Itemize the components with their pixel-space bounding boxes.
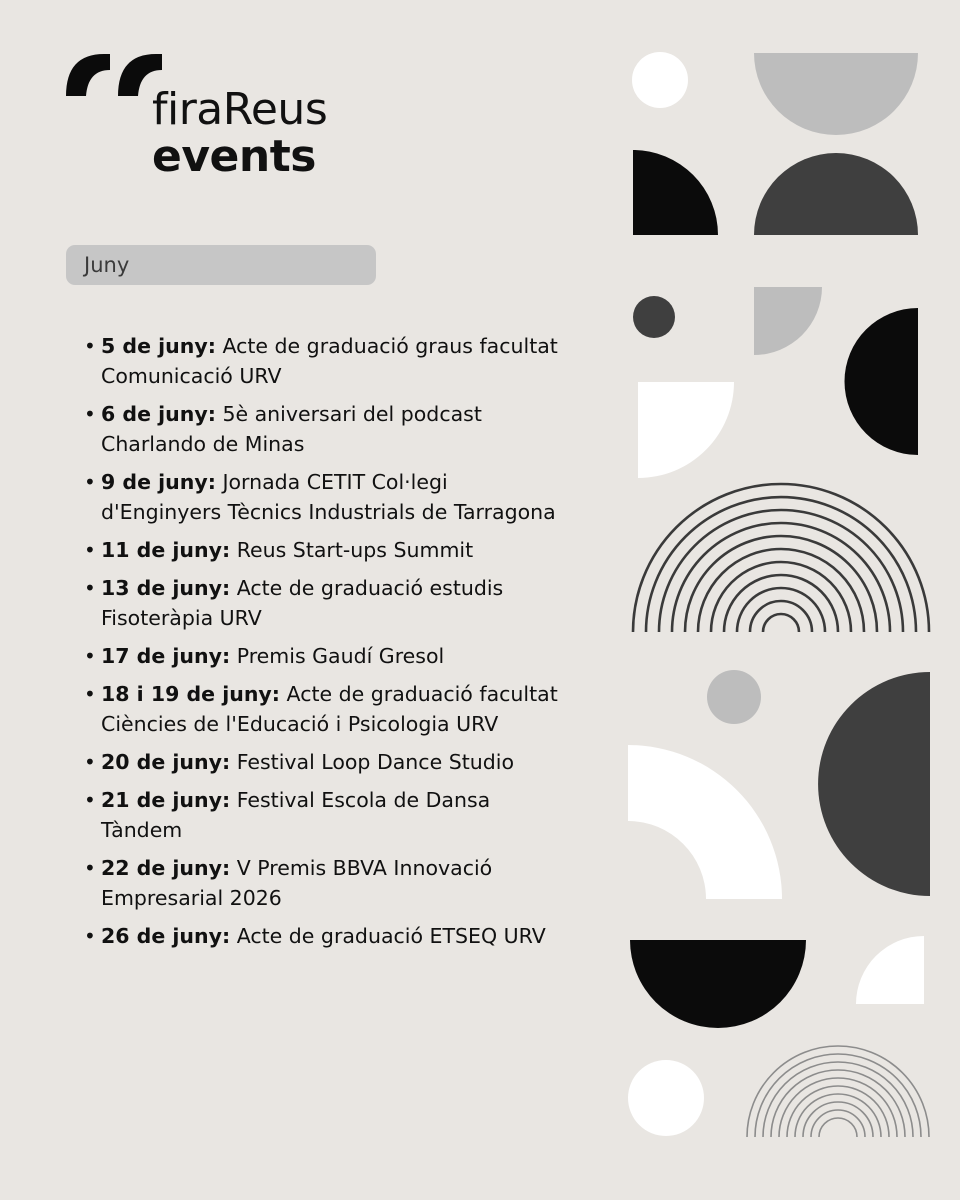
event-date: 13 de juny: [101, 576, 231, 600]
event-description: Jornada CETIT Col·legi d'Enginyers Tècnics Industrials de Tarragona [101, 470, 556, 524]
event-description: Reus Start-ups Summit [236, 538, 474, 562]
month-label: Juny [66, 245, 376, 285]
bullet-icon: • [84, 750, 96, 774]
event-description: Acte de graduació graus facultat Comunicació URV [101, 334, 558, 388]
event-date: 18 i 19 de juny: [101, 682, 280, 706]
event-description: Acte de graduació facultat Ciències de l'Educació i Psicologia URV [101, 682, 558, 736]
event-date: 17 de juny: [101, 644, 231, 668]
bullet-icon: • [84, 334, 96, 358]
bullet-icon: • [84, 856, 96, 880]
event-date: 21 de juny: [101, 788, 231, 812]
brand-subtitle: events [152, 131, 316, 182]
event-description: Festival Escola de Dansa Tàndem [101, 788, 491, 842]
event-date: 9 de juny: [101, 470, 216, 494]
event-date: 5 de juny: [101, 334, 216, 358]
event-description: 5è aniversari del podcast Charlando de Minas [101, 402, 482, 456]
bullet-icon: • [84, 924, 96, 948]
bullet-icon: • [84, 644, 96, 668]
bullet-icon: • [84, 576, 96, 600]
bullet-icon: • [84, 402, 96, 426]
event-description: Premis Gaudí Gresol [236, 644, 445, 668]
event-date: 26 de juny: [101, 924, 231, 948]
event-date: 6 de juny: [101, 402, 216, 426]
event-description: V Premis BBVA Innovació Empresarial 2026 [101, 856, 493, 910]
bullet-icon: • [84, 538, 96, 562]
bullet-icon: • [84, 788, 96, 812]
brand-name: firaReus [152, 84, 328, 135]
event-date: 11 de juny: [101, 538, 231, 562]
event-description: Acte de graduació estudis Fisoteràpia URV [101, 576, 504, 630]
event-date: 20 de juny: [101, 750, 231, 774]
event-description: Acte de graduació ETSEQ URV [236, 924, 546, 948]
event-description: Festival Loop Dance Studio [236, 750, 514, 774]
event-date: 22 de juny: [101, 856, 231, 880]
bullet-icon: • [84, 682, 96, 706]
bullet-icon: • [84, 470, 96, 494]
